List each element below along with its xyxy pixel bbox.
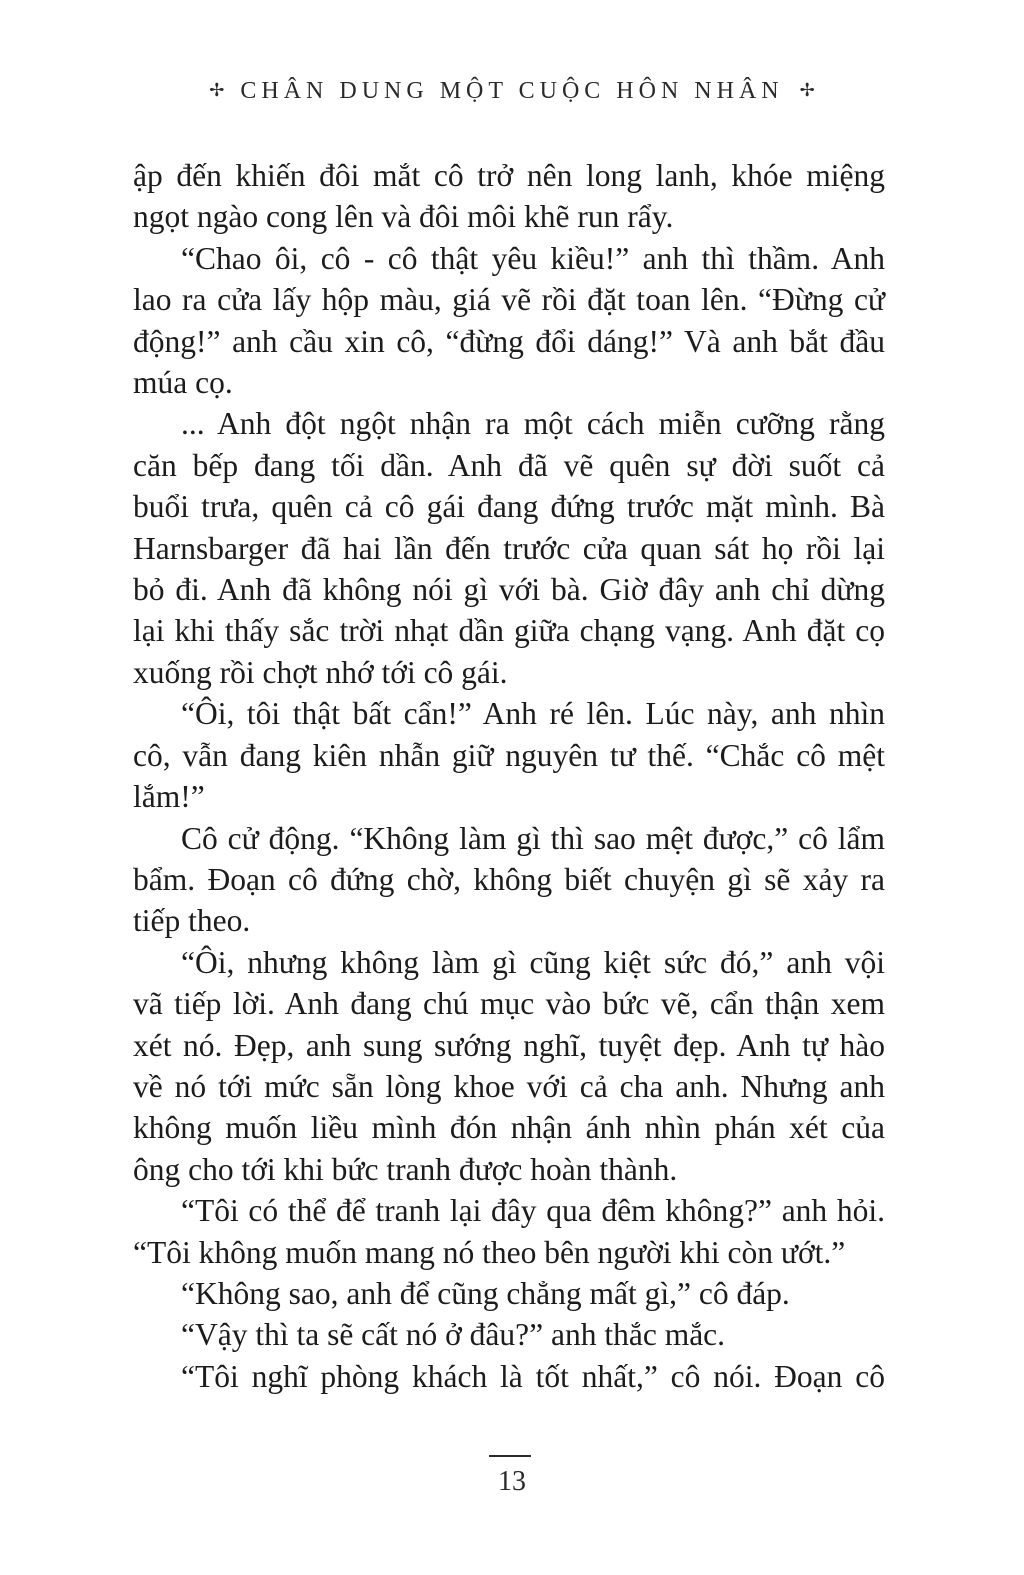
running-header (0, 78, 1024, 105)
text-line: xuống rồi chợt nhớ tới cô gái. (133, 654, 508, 690)
text-line: động!” anh cầu xin cô, “đừng đổi dáng!” Và anh bắt đầu (133, 323, 885, 359)
text-line: không muốn liều mình đón nhận ánh nhìn phán xét của (133, 1110, 885, 1146)
text-line: ập đến khiến đôi mắt cô trở nên long lanh, khóe miệng (133, 158, 885, 193)
text-line: về nó tới mức sẵn lòng khoe với cả cha anh. Nhưng anh (133, 1068, 885, 1104)
text-line: lao ra cửa lấy hộp màu, giá vẽ rồi đặt toan lên. “Đừng cử (133, 282, 885, 318)
text-line: ... Anh đột ngột nhận ra một cách miễn cưỡng rằng (181, 406, 885, 442)
text-line: “Chao ôi, cô - cô thật yêu kiều!” anh thì thầm. Anh (181, 240, 885, 276)
text-line: vã tiếp lời. Anh đang chú mục vào bức vẽ, cẩn thận xem (133, 986, 885, 1022)
text-line: “Tôi không muốn mang nó theo bên người khi còn ướt.” (133, 1234, 846, 1270)
body-text (133, 155, 885, 1397)
text-line: “Tôi có thể để tranh lại đây qua đêm không?” anh hỏi. (181, 1193, 885, 1229)
text-line: múa cọ. (133, 365, 233, 401)
text-line: xét nó. Đẹp, anh sung sướng nghĩ, tuyệt đẹp. Anh tự hào (133, 1027, 885, 1063)
text-line: lắm!” (133, 779, 205, 815)
text-line: ngọt ngào cong lên và đôi môi khẽ run rẩy. (133, 199, 674, 235)
text-line: “Ôi, tôi thật bất cẩn!” Anh ré lên. Lúc này, anh nhìn (181, 696, 885, 732)
text-line: Cô cử động. “Không làm gì thì sao mệt được,” cô lẩm (181, 820, 885, 856)
text-line: lại khi thấy sắc trời nhạt dần giữa chạng vạng. Anh đặt cọ (133, 613, 885, 649)
text-line: bẩm. Đoạn cô đứng chờ, không biết chuyện gì sẽ xảy ra (133, 861, 885, 897)
text-line: “Tôi nghĩ phòng khách là tốt nhất,” cô nói. Đoạn cô (181, 1358, 885, 1394)
ornament-right-icon: ✢ (799, 80, 815, 100)
footer-rule (489, 1455, 531, 1457)
text-line: “Không sao, anh để cũng chẳng mất gì,” cô đáp. (181, 1275, 790, 1311)
page-number: 13 (498, 1466, 526, 1497)
book-title: CHÂN DUNG MỘT CUỘC HÔN NHÂN (240, 78, 784, 104)
ornament-left-icon: ✢ (209, 80, 225, 100)
text-line: Harnsbarger đã hai lần đến trước cửa quan sát họ rồi lại (133, 530, 885, 566)
text-line: tiếp theo. (133, 903, 251, 939)
text-line: căn bếp đang tối dần. Anh đã vẽ quên sự đời suốt cả (133, 447, 885, 483)
text-line: “Vậy thì ta sẽ cất nó ở đâu?” anh thắc mắc. (181, 1317, 726, 1353)
text-line: bỏ đi. Anh đã không nói gì với bà. Giờ đây anh chỉ dừng (133, 572, 885, 608)
text-line: “Ôi, nhưng không làm gì cũng kiệt sức đó,” anh vội (181, 944, 885, 980)
text-line: ông cho tới khi bức tranh được hoàn thành. (133, 1151, 678, 1187)
text-line: cô, vẫn đang kiên nhẫn giữ nguyên tư thế. “Chắc cô mệt (133, 737, 885, 773)
text-line: buổi trưa, quên cả cô gái đang đứng trước mặt mình. Bà (133, 489, 885, 525)
